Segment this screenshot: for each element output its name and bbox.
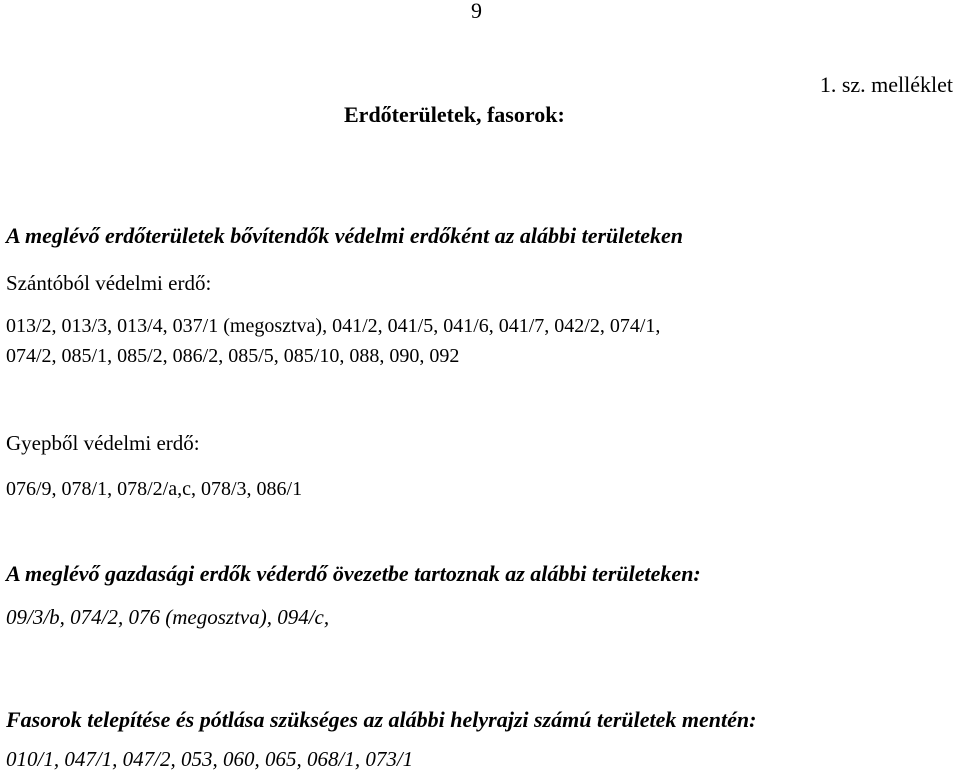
- parcel-list-tree-rows: 010/1, 047/1, 047/2, 053, 060, 065, 068/1, 073/1: [6, 747, 414, 771]
- page-title: Erdőterületek, fasorok:: [344, 102, 565, 127]
- parcel-list-grassland: 076/9, 078/1, 078/2/a,c, 078/3, 086/1: [6, 478, 303, 500]
- section-heading-protective-forest: A meglévő gazdasági erdők véderdő övezetbe tartoznak az alábbi területeken:: [6, 561, 701, 586]
- section-heading-tree-rows: Fasorok telepítése és pótlása szükséges az alábbi helyrajzi számú területek mentén:: [6, 707, 757, 732]
- subheading-arable-to-forest: Szántóból védelmi erdő:: [6, 271, 212, 295]
- parcel-list-arable-line2: 074/2, 085/1, 085/2, 086/2, 085/5, 085/10, 088, 090, 092: [6, 345, 460, 367]
- annex-label: 1. sz. melléklet: [819, 72, 953, 97]
- subheading-grassland-to-forest: Gyepből védelmi erdő:: [6, 431, 200, 455]
- parcel-list-protective-forest: 09/3/b, 074/2, 076 (megosztva), 094/c,: [6, 605, 330, 629]
- section-heading-forest-expansion: A meglévő erdőterületek bővítendők védelmi erdőként az alábbi területeken: [6, 223, 684, 248]
- page-number: 9: [471, 0, 482, 23]
- parcel-list-arable-line1: 013/2, 013/3, 013/4, 037/1 (megosztva), 041/2, 041/5, 041/6, 041/7, 042/2, 074/1,: [6, 315, 661, 337]
